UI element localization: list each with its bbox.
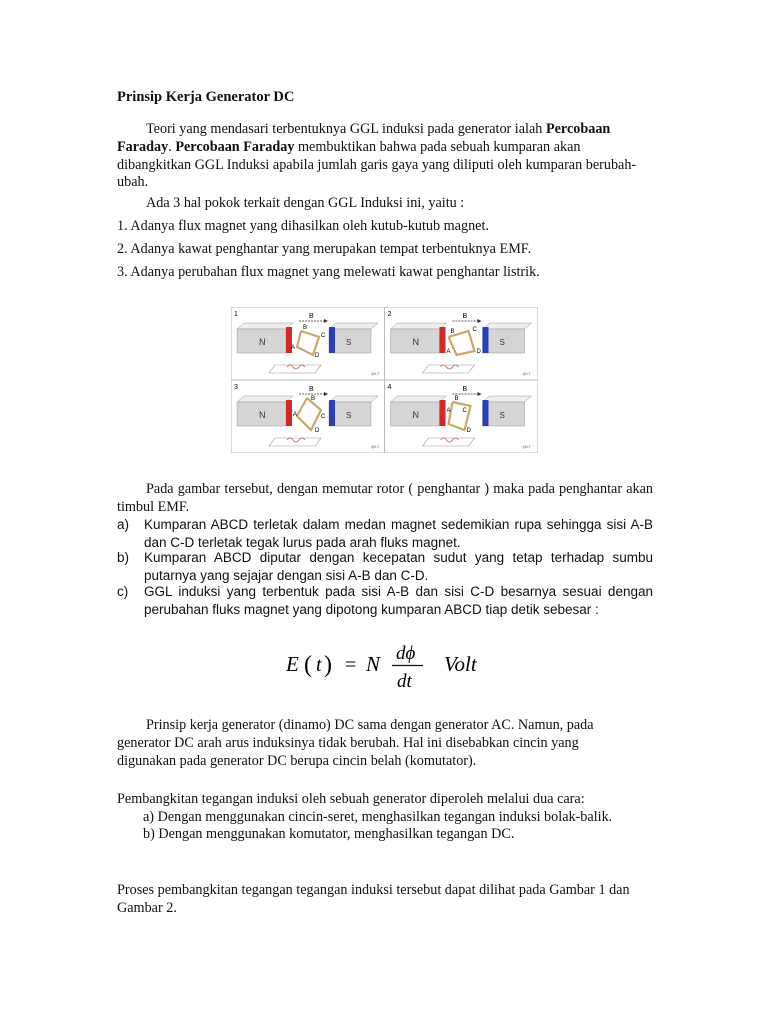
intro-text-1: Teori yang mendasari terbentuknya GGL induksi pada generator ialah (146, 121, 546, 137)
south-label: S (499, 338, 505, 347)
formula-paren-open: ( (304, 652, 312, 678)
coil-label-b: B (311, 396, 316, 402)
south-pole-face (329, 327, 335, 353)
paragraph-4-lead: Pembangkitan tegangan induksi oleh sebuah generator diperoleh melalui dua cara: (117, 791, 585, 807)
emf-formula (286, 640, 496, 692)
method-b-text: b) Dengan menggunakan komutator, menghasilkan tegangan DC. (143, 826, 515, 843)
list-text: Kumparan ABCD diputar dengan kecepatan sudut yang tetap terhadap sumbu putarnya yang sejajar dengan sisi A-B dan C-D. (144, 550, 653, 583)
south-label: S (499, 411, 505, 420)
intro-text-3: membuktikan bahwa pada sebuah kumparan akan dibangkitkan GGL Induksi apabila jumlah garis gaya yang diliputi oleh kumparan berubah-ubah. (117, 138, 637, 191)
paragraph-2-text: Pada gambar tersebut, dengan memutar rotor ( penghantar ) maka pada penghantar akan timbul EMF. (117, 481, 653, 515)
coil-label-c: C (321, 333, 326, 339)
intro-bold-2: Percobaan Faraday (175, 138, 295, 155)
field-label: B (309, 386, 314, 393)
paragraph-5: Proses pembangkitan tegangan tegangan induksi tersebut dapat dilihat pada Gambar 1 dan Gambar 2. (117, 882, 630, 916)
north-pole-face (440, 327, 446, 353)
list-item-a (117, 516, 653, 551)
coil-label-d: D (476, 349, 481, 355)
coil-label-b: B (450, 329, 455, 335)
coil-label-a: A (446, 408, 451, 414)
coil-label-a: A (446, 349, 451, 355)
formula-eq: = (345, 654, 357, 676)
intro-bold-1: Percobaan Faraday (117, 121, 611, 155)
point-1: 1. Adanya flux magnet yang dihasilkan oleh kutub-kutub magnet. (117, 218, 489, 234)
point-2: 2. Adanya kawat penghantar yang merupakan tempat terbentuknya EMF. (117, 241, 532, 257)
lead-text: Ada 3 hal pokok terkait dengan GGL Induksi ini, yaitu : (146, 195, 465, 211)
figure-credit: @LT (522, 371, 531, 376)
method-b (117, 826, 637, 844)
north-label: N (412, 410, 419, 420)
list-item-c (117, 583, 653, 618)
south-pole-face (483, 327, 489, 353)
coil-label-d: D (315, 428, 320, 434)
method-a (117, 809, 637, 827)
coil-label-b: B (454, 396, 459, 402)
point-3: 3. Adanya perubahan flux magnet yang melewati kawat penghantar listrik. (117, 264, 540, 280)
formula-paren-close: ) (324, 652, 332, 678)
list-marker: c) (117, 584, 129, 599)
paragraph-3 (117, 717, 637, 770)
coil-label-a: A (291, 345, 296, 351)
field-label: B (462, 386, 468, 393)
list-text: GGL induksi yang terbentuk pada sisi A-B dan sisi C-D besarnya sesuai dengan perubahan fluks magnet yang dipotong kumparan ABCD tiap detik sebesar : (144, 584, 653, 617)
figure-credit: @LT (371, 371, 380, 376)
formula-unit: Volt (444, 652, 477, 676)
coil-label-c: C (472, 327, 477, 333)
north-label: N (259, 410, 266, 420)
list-item-b (117, 549, 653, 584)
panel-number: 2 (387, 311, 392, 318)
coil-label-a: A (293, 412, 298, 418)
coil-label-c: C (321, 414, 326, 420)
figure-credit: @LT (522, 444, 531, 449)
south-label: S (346, 411, 352, 420)
faraday-figure (231, 307, 538, 453)
field-label: B (309, 313, 314, 320)
figure-credit: @LT (371, 444, 380, 449)
formula-numerator: dϕ (396, 643, 416, 664)
paragraph-3-text: Prinsip kerja generator (dinamo) DC sama dengan generator AC. Namun, pada generator DC arah arus induksinya tidak berubah. Hal ini disebabkan cincin yang digunakan pada generator DC berupa cincin belah (komutator). (117, 717, 594, 769)
formula-coef: N (366, 652, 381, 676)
paragraph-2 (117, 481, 653, 516)
page-title: Prinsip Kerja Generator DC (117, 89, 295, 105)
coil-label-b: B (303, 325, 308, 331)
north-pole-face (286, 400, 292, 426)
panel-number: 1 (234, 311, 238, 318)
panel-number: 3 (234, 384, 238, 391)
coil-label-d: D (315, 353, 320, 359)
north-pole-face (440, 400, 446, 426)
method-a-text: a) Dengan menggunakan cincin-seret, menghasilkan tegangan induksi bolak-balik. (143, 808, 613, 825)
list-marker: b) (117, 550, 130, 565)
list-text: Kumparan ABCD terletak dalam medan magnet sedemikian rupa sehingga sisi A-B dan C-D terletak tegak lurus pada arah fluks magnet. (144, 517, 653, 550)
north-label: N (259, 337, 266, 347)
formula-lhs: E (286, 652, 299, 676)
north-label: N (412, 337, 419, 347)
coil-label-c: C (462, 408, 467, 414)
intro-paragraph (117, 121, 657, 192)
paragraph-4 (117, 791, 637, 844)
coil-label-d: D (466, 428, 471, 434)
intro-text-2: . (168, 138, 176, 155)
panel-number: 4 (387, 384, 392, 391)
formula-denominator: dt (397, 671, 412, 692)
south-label: S (346, 338, 352, 347)
field-label: B (462, 313, 468, 320)
south-pole-face (329, 400, 335, 426)
list-marker: a) (117, 517, 130, 532)
formula-arg: t (316, 654, 322, 676)
south-pole-face (483, 400, 489, 426)
